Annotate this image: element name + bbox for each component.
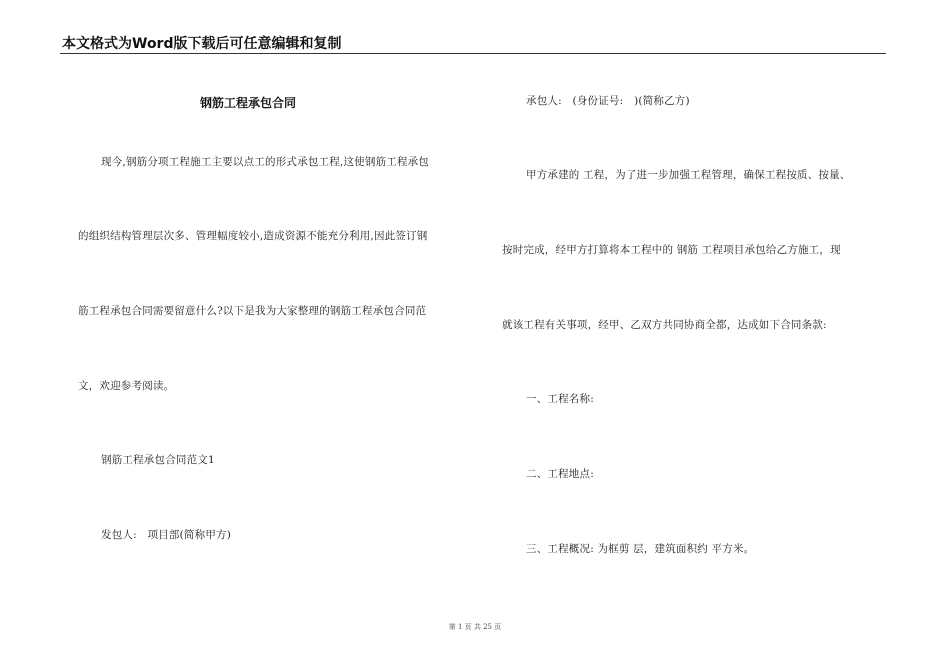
document-title: 钢筋工程承包合同 [200, 96, 297, 110]
right-paragraph-line: 就该工程有关事项，经甲、乙双方共同协商全都，达成如下合同条款: [502, 319, 827, 331]
sample-heading: 钢筋工程承包合同范文1 [101, 454, 215, 466]
left-paragraph-line: 文，欢迎参考阅读。 [78, 380, 175, 392]
right-paragraph-line: 甲方承建的 工程，为了进一步加强工程管理，确保工程按质、按量、 [526, 169, 851, 181]
left-paragraph-line: 现今,钢筋分项工程施工主要以点工的形式承包工程,这使钢筋工程承包 [101, 156, 430, 168]
clause-project-overview: 三、工程概况: 为框剪 层，建筑面积约 平方米。 [526, 543, 755, 555]
clause-project-name: 一、工程名称: [526, 393, 594, 405]
left-paragraph-line: 的组织结构管理层次多、管理幅度较小,造成资源不能充分利用,因此签订钢 [78, 230, 428, 242]
page-number-footer: 第 1 页 共 25 页 [448, 623, 502, 631]
clause-project-location: 二、工程地点: [526, 468, 594, 480]
right-paragraph-line: 按时完成，经甲方打算将本工程中的 钢筋 工程项目承包给乙方施工，现 [502, 244, 841, 256]
issuer-line: 发包人: 项目部(简称甲方) [101, 529, 232, 541]
left-paragraph-line: 筋工程承包合同需要留意什么?以下是我为大家整理的钢筋工程承包合同范 [78, 305, 427, 317]
contractor-line: 承包人: (身份证号: )(简称乙方) [526, 95, 690, 107]
header-divider [60, 53, 886, 54]
header-title: 本文格式为Word版下载后可任意编辑和复制 [62, 36, 342, 52]
